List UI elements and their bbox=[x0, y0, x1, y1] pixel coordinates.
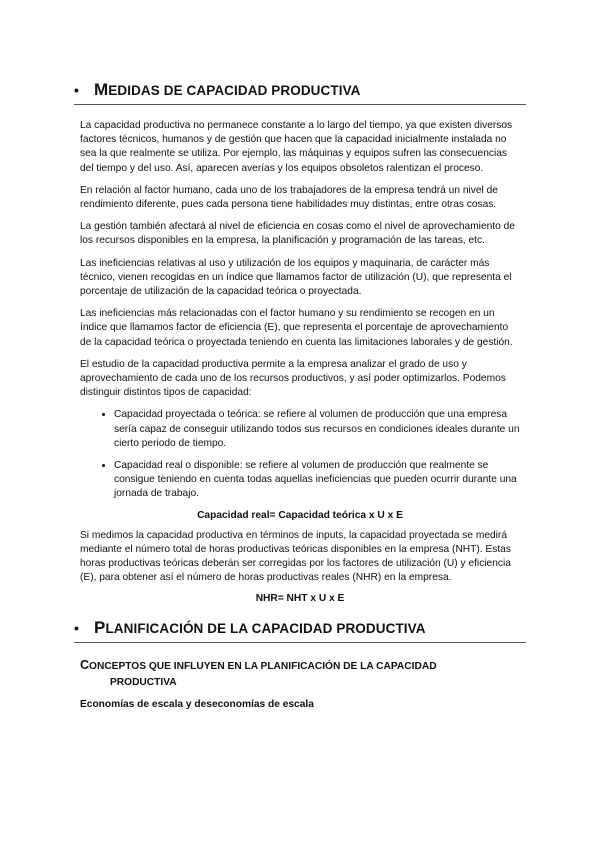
section-title: MEDIDAS DE CAPACIDAD PRODUCTIVA bbox=[94, 80, 361, 99]
formula-capacidad-real: Capacidad real= Capacidad teórica x U x E bbox=[197, 509, 403, 521]
capacity-types-list bbox=[80, 408, 520, 501]
bullet-icon: • bbox=[74, 620, 79, 637]
page-content bbox=[74, 80, 520, 711]
paragraph: Si medimos la capacidad productiva en términos de inputs, la capacidad proyectada se medirá mediante el número total de horas productivas teóricas disponibles en la empresa (NHT). Estas horas productivas teóricas deberán ser corregidas por los factores de utilización (U) y eficiencia (E), para obtener así el número de horas productivas reales (NHR) en la empresa. bbox=[80, 529, 511, 584]
paragraph: La capacidad productiva no permanece constante a lo largo del tiempo, ya que existen diversos factores técnicos, humanos y de gestión que hacen que la capacidad inicialmente instalada no sea la que realmente se utiliza. Por ejemplo, las máquinas y equipos sufren las consecuencias del tiempo y del uso. Así, aparecen averías y los equipos obsoletos ralentizan el proceso. bbox=[80, 120, 513, 174]
section-heading-medidas bbox=[74, 80, 526, 105]
paragraph: En relación al factor humano, cada uno de los trabajadores de la empresa tendrá un nivel de rendimiento diferente, pues cada persona tiene habilidades muy distintas, entre otras cosas. bbox=[80, 184, 498, 211]
paragraph: El estudio de la capacidad productiva permite a la empresa analizar el grado de uso y aprovechamiento de cada uno de los recursos productivos, y así poder optimizarlos. Podemos distinguir distintos tipos de capacidad: bbox=[80, 358, 506, 399]
paragraph: Las ineficiencias más relacionadas con el factor humano y su rendimiento se recogen en un índice que llamamos factor de eficiencia (E), que representa el porcentaje de aprovechamiento de la capacidad teórica o proyectada teniendo en cuenta las limitaciones laborales y de gestión. bbox=[80, 308, 513, 348]
section-heading-planificacion bbox=[74, 618, 526, 643]
formula-nhr: NHR= NHT x U x E bbox=[255, 593, 345, 605]
paragraph: La gestión también afectará al nivel de eficiencia en cosas como el nivel de aprovechamiento de los recursos disponibles en la empresa, la planificación y programación de las tareas, etc. bbox=[80, 221, 515, 247]
bullet-icon: • bbox=[74, 82, 79, 98]
list-item: • Capacidad proyectada o teórica: se refiere al volumen de producción que una empresa sería capaz de conseguir utilizando todos sus recursos en condiciones ideales durante un cierto periodo de tiempo. bbox=[114, 408, 520, 451]
paragraph: Las ineficiencias relativas al uso y utilización de los equipos y maquinaria, de carácter más técnico, vienen recogidas en un índice que llamamos factor de utilización (U), que representa el porcentaje de utilización de la capacidad teórica o proyectada. bbox=[80, 257, 512, 298]
section-title: PLANIFICACIÓN DE LA CAPACIDAD PRODUCTIVA bbox=[94, 618, 426, 638]
subheading: Economías de escala y deseconomías de escala bbox=[80, 699, 314, 711]
list-item: • Capacidad real o disponible: se refiere al volumen de producción que realmente se consigue teniendo en cuenta todas aquellas ineficiencias que pueden ocurrir durante una jornada de trabajo. bbox=[114, 459, 520, 502]
subsection-heading: CONCEPTOS QUE INFLUYEN EN LA PLANIFICACIÓN DE LA CAPACIDAD PRODUCTIVA bbox=[80, 658, 437, 689]
